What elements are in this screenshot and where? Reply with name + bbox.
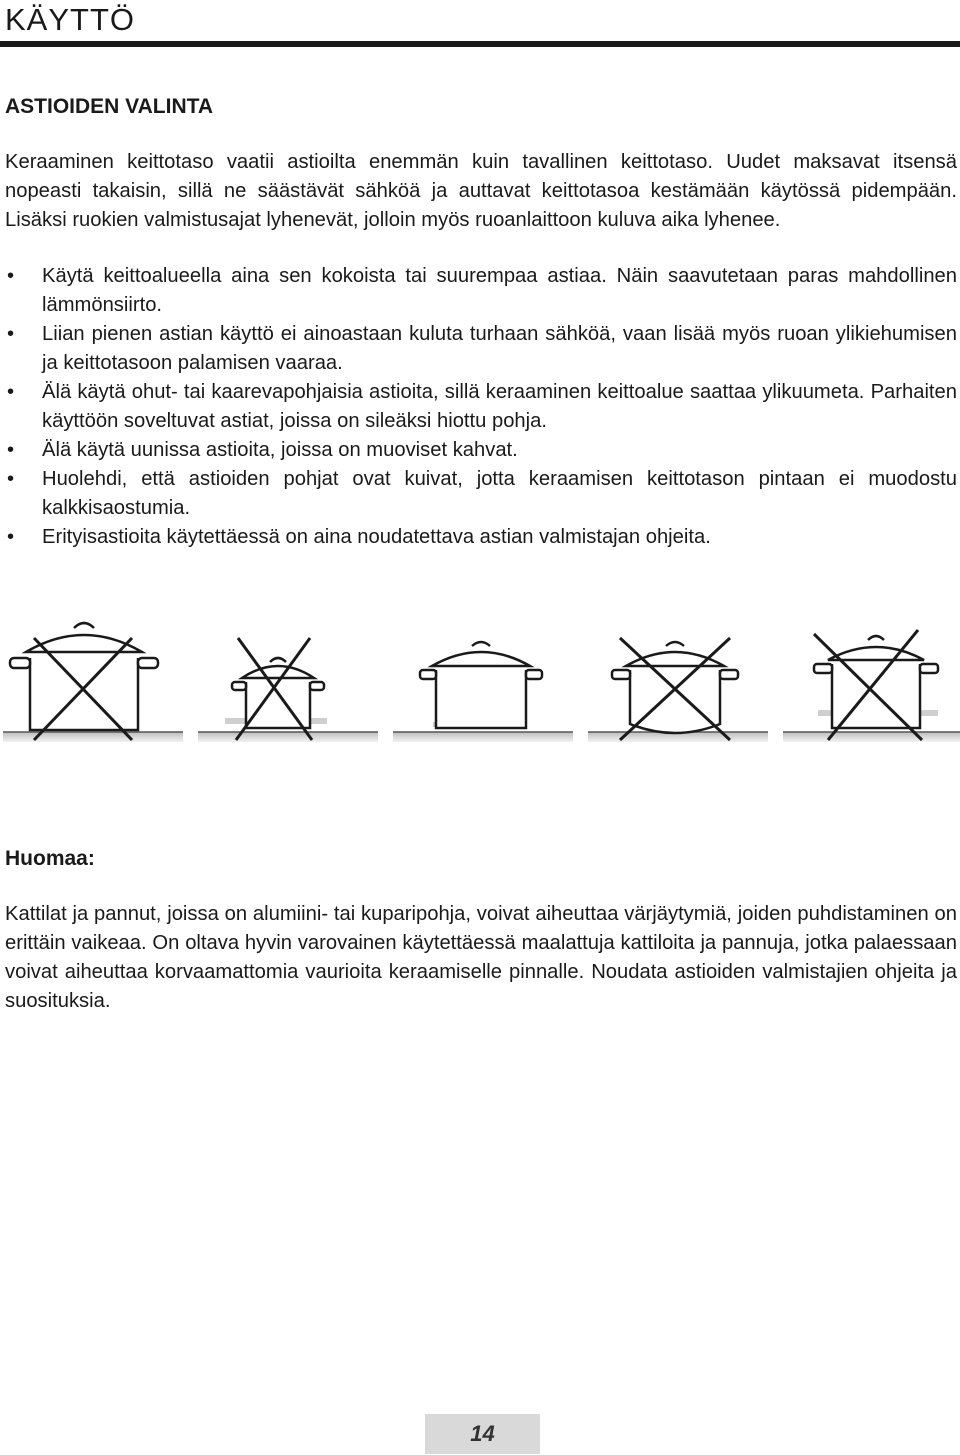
pot-correct-size-icon <box>393 642 573 742</box>
pot-too-small-icon <box>198 638 378 742</box>
list-item-text: Huolehdi, että astioiden pohjat ovat kuivat, jotta keraamisen keittotason pintaan ei muodostu kalkkisaostumia. <box>42 468 957 519</box>
list-item-text: Älä käytä ohut- tai kaarevapohjaisia astioita, sillä keraaminen keittoalue saattaa ylikuumeta. Parhaiten käyttöön soveltuvat astiat, joissa on sileäksi hiottu pohja. <box>42 381 957 432</box>
list-item-text: Älä käytä uunissa astioita, joissa on muoviset kahvat. <box>42 439 518 461</box>
pot-curved-bottom-icon <box>588 638 768 742</box>
list-item-text: Erityisastioita käytettäessä on aina noudatettava astian valmistajan ohjeita. <box>42 526 711 548</box>
guideline-list <box>5 262 957 552</box>
list-item <box>5 320 957 378</box>
cookware-illustration <box>0 590 960 760</box>
page-number-box <box>425 1414 540 1454</box>
bullet-icon: • <box>7 439 15 461</box>
pot-too-large-icon <box>3 623 183 742</box>
note-text: Kattilat ja pannut, joissa on alumiini- tai kuparipohja, voivat aiheuttaa värjäytymiä, joiden puhdistaminen on erittäin vaikeaa. On oltava hyvin varovainen käytettäessä maalattuja kattiloita ja pannuja, jotka palaessaan voivat aiheuttaa korvaamattomia vaurioita keraamiselle pinnalle. Noudata astioiden valmistajien ohjeita ja suosituksia. <box>5 903 957 1012</box>
bullet-icon: • <box>7 468 15 490</box>
pot-offset-icon <box>783 630 960 742</box>
note-paragraph <box>5 900 957 1016</box>
list-item-text: Käytä keittoalueella aina sen kokoista tai suurempaa astiaa. Näin saavutetaan paras mahdollinen lämmönsiirto. <box>42 265 957 316</box>
section-heading: ASTIOIDEN VALINTA <box>5 95 214 118</box>
bullet-icon: • <box>7 265 15 287</box>
list-item <box>5 262 957 320</box>
bullet-icon: • <box>7 526 15 548</box>
intro-text: Keraaminen keittotaso vaatii astioilta enemmän kuin tavallinen keittotaso. Uudet maksavat itsensä nopeasti takaisin, sillä ne säästävät sähköä ja auttavat keittotasoa kestämään käytössä pidempään. Lisäksi ruokien valmistusajat lyhenevät, jolloin myös ruoanlaittoon kuluva aika lyhenee. <box>5 151 957 231</box>
bullet-icon: • <box>7 381 15 403</box>
title-divider <box>0 41 960 47</box>
intro-paragraph <box>5 148 957 235</box>
page-number: 14 <box>470 1421 495 1446</box>
list-item <box>5 436 957 465</box>
bullet-icon: • <box>7 323 15 345</box>
note-heading: Huomaa: <box>5 847 95 870</box>
list-item <box>5 378 957 436</box>
list-item <box>5 523 957 552</box>
page-title: KÄYTTÖ <box>5 2 136 37</box>
list-item-text: Liian pienen astian käyttö ei ainoastaan kuluta turhaan sähköä, vaan lisää myös ruoan ylikiehumisen ja keittotasoon palamisen vaaraa. <box>42 323 957 374</box>
list-item <box>5 465 957 523</box>
